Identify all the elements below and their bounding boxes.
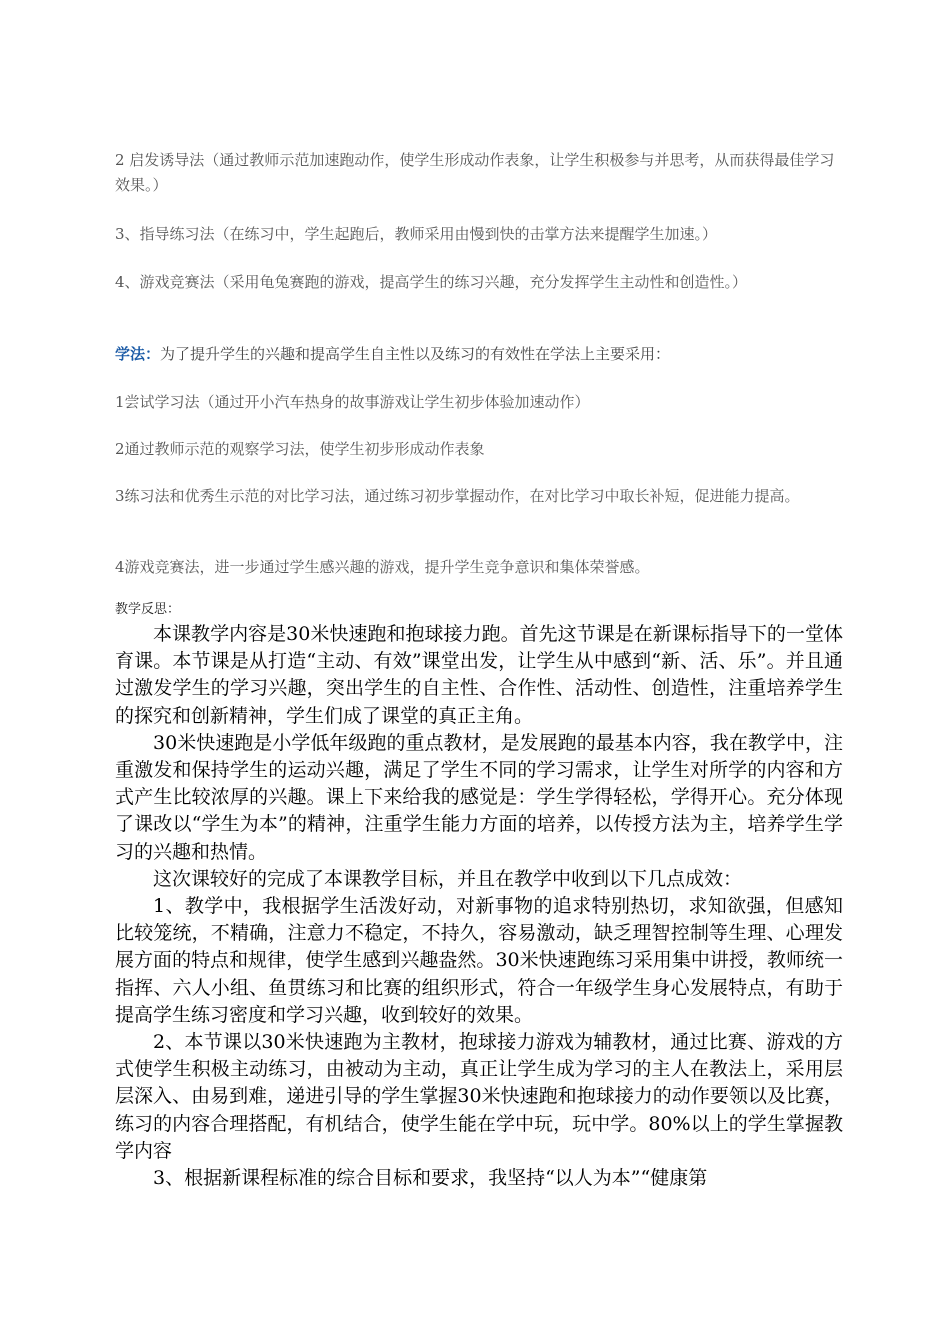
study-item-3: 3练习法和优秀生示范的对比学习法，通过练习初步掌握动作，在对比学习中取长补短，促进能力提高。 <box>115 487 800 505</box>
method-item-3: 3、指导练习法（在练习中，学生起跑后，教师采用由慢到快的击掌方法来提醒学生加速。） <box>115 225 718 243</box>
reflection-label: 教学反思： <box>115 602 181 617</box>
method-item-2: 2 启发诱导法（通过教师示范加速跑动作，使学生形成动作表象，让学生积极参与并思考，从而获得最佳学习效果。） <box>115 151 835 194</box>
reflection-paragraph-3: 这次课较好的完成了本课教学目标，并且在教学中收到以下几点成效： <box>153 867 743 890</box>
reflection-paragraph-4: 1、教学中，我根据学生活泼好动，对新事物的追求特别热切，求知欲强，但感知比较笼统，不精确，注意力不稳定，不持久，容易激动，缺乏理智控制等生理、心理发展方面的特点和规律，使学生感到兴趣盎然。30米快速跑练习采用集中讲授，教师统一指挥、六人小组、鱼贯练习和比赛的组织形式，符合一年级学生身心发展特点，有助于提高学生练习密度和学习兴趣，收到较好的效果。 <box>115 895 843 1026</box>
reflection-body <box>115 621 843 1192</box>
study-item-2: 2通过教师示范的观察学习法，使学生初步形成动作表象 <box>115 440 485 458</box>
method-item-4: 4、游戏竞赛法（采用龟兔赛跑的游戏，提高学生的练习兴趣，充分发挥学生主动性和创造性。） <box>115 273 748 291</box>
reflection-paragraph-1: 本课教学内容是30米快速跑和抱球接力跑。首先这节课是在新课标指导下的一堂体育课。本节课是从打造“主动、有效”课堂出发，让学生从中感到“新、活、乐”。并且通过激发学生的学习兴趣，突出学生的自主性、合作性、活动性、创造性，注重培养学生的探究和创新精神，学生们成了课堂的真正主角。 <box>115 623 843 727</box>
study-method-intro <box>115 342 845 367</box>
study-item-4: 4游戏竞赛法，进一步通过学生感兴趣的游戏，提升学生竞争意识和集体荣誉感。 <box>115 558 650 576</box>
study-method-intro-text: 为了提升学生的兴趣和提高学生自主性以及练习的有效性在学法上主要采用： <box>160 345 671 363</box>
study-method-label: 学法： <box>115 345 161 363</box>
reflection-paragraph-2: 30米快速跑是小学低年级跑的重点教材，是发展跑的最基本内容，我在教学中，注重激发和保持学生的运动兴趣，满足了学生不同的学习需求，让学生对所学的内容和方式产生比较浓厚的兴趣。课上下来给我的感觉是：学生学得轻松，学得开心。充分体现了课改以“学生为本”的精神，注重学生能力方面的培养，以传授方法为主，培养学生学习的兴趣和热情。 <box>115 731 843 863</box>
study-item-1: 1尝试学习法（通过开小汽车热身的故事游戏让学生初步体验加速动作） <box>115 393 590 411</box>
reflection-paragraph-5: 2、本节课以30米快速跑为主教材，抱球接力游戏为辅教材，通过比赛、游戏的方式使学生积极主动练习，由被动为主动，真正让学生成为学习的主人在教法上，采用层层深入、由易到难，递进引导的学生掌握30米快速跑和抱球接力的动作要领以及比赛，练习的内容合理搭配，有机结合，使学生能在学中玩，玩中学。80%以上的学生掌握教学内容 <box>115 1031 843 1162</box>
reflection-paragraph-6: 3、根据新课程标准的综合目标和要求，我坚持“以人为本”“健康第 <box>153 1167 708 1190</box>
